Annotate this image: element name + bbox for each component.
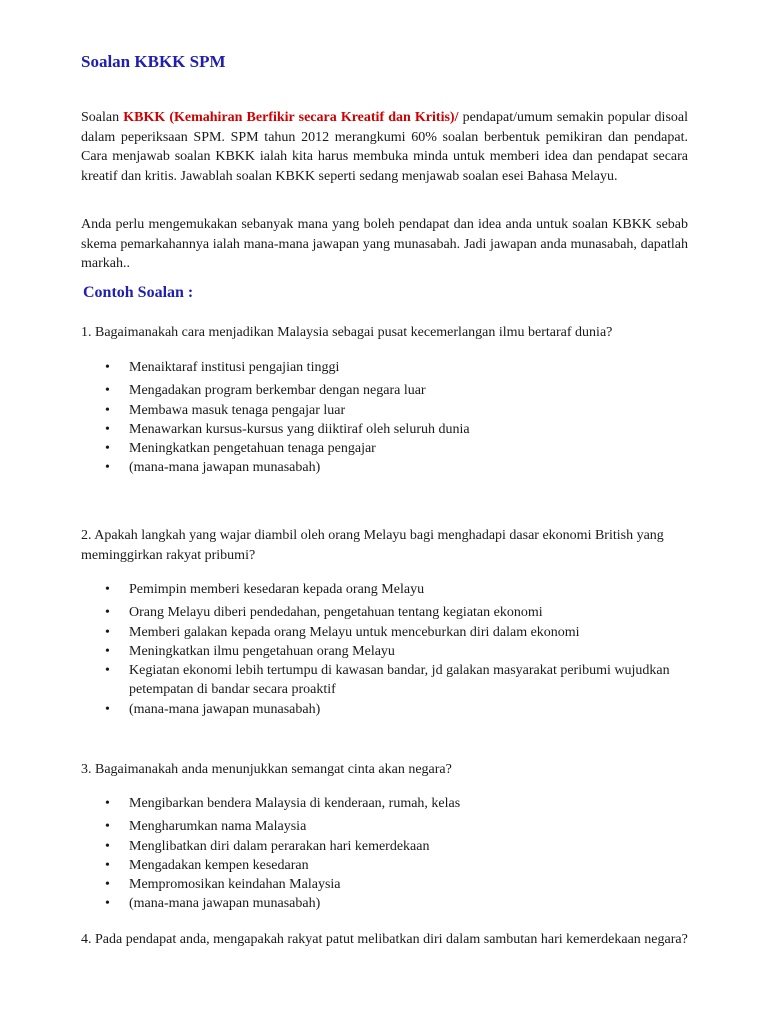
intro-rest: pendapat/umum semakin popular disoal dalam peperiksaan SPM. SPM tahun 2012 merangkumi 60% soalan berbentuk pemikiran dan pendapat. Cara menjawab soalan KBKK ialah kita harus membuka minda untuk memberi idea dan pendapat secara kreatif dan kritis. Jawablah soalan KBKK seperti sedang menjawab soalan esei Bahasa Melayu. (81, 110, 688, 184)
list-item: • Menaiktaraf institusi pengajian tinggi (81, 358, 688, 377)
list-item: • Memberi galakan kepada orang Melayu untuk menceburkan diri dalam ekonomi (81, 623, 688, 642)
kbkk-highlight: KBKK (Kemahiran Berfikir secara Kreatif dan Kritis)/ (123, 110, 459, 125)
question-2: 2. Apakah langkah yang wajar diambil oleh orang Melayu bagi menghadapi dasar ekonomi British yang meminggirkan rakyat pribumi? (81, 528, 664, 563)
answer-list-3 (81, 794, 688, 914)
list-item: • Membawa masuk tenaga pengajar luar (81, 401, 688, 420)
list-item: • Orang Melayu diberi pendedahan, pengetahuan tentang kegiatan ekonomi (81, 603, 688, 622)
intro-paragraph (81, 108, 688, 186)
section-heading: Contoh Soalan : (83, 284, 194, 301)
list-item: • (mana-mana jawapan munasabah) (81, 700, 688, 719)
answer-list-1 (81, 358, 688, 478)
list-item: • Menglibatkan diri dalam perarakan hari kemerdekaan (81, 837, 688, 856)
list-item: • Pemimpin memberi kesedaran kepada orang Melayu (81, 580, 688, 599)
list-item: • Mengadakan program berkembar dengan negara luar (81, 381, 688, 400)
scoring-paragraph: Anda perlu mengemukakan sebanyak mana yang boleh pendapat dan idea anda untuk soalan KBKK sebab skema pemarkahannya ialah mana-mana jawapan yang munasabah. Jadi jawapan anda munasabah, dapatlah markah.. (81, 217, 688, 271)
page-title: Soalan KBKK SPM (81, 52, 226, 71)
list-item: • Meningkatkan ilmu pengetahuan orang Melayu (81, 642, 688, 661)
list-item: • Mempromosikan keindahan Malaysia (81, 875, 688, 894)
answer-list-2 (81, 580, 688, 719)
list-item: • Mengibarkan bendera Malaysia di kenderaan, rumah, kelas (81, 794, 688, 813)
list-item: • (mana-mana jawapan munasabah) (81, 458, 688, 477)
question-3: 3. Bagaimanakah anda menunjukkan semangat cinta akan negara? (81, 762, 452, 777)
question-1: 1. Bagaimanakah cara menjadikan Malaysia sebagai pusat kecemerlangan ilmu bertaraf dunia? (81, 325, 613, 340)
question-4: 4. Pada pendapat anda, mengapakah rakyat patut melibatkan diri dalam sambutan hari kemerdekaan negara? (81, 932, 688, 947)
list-item: • Meningkatkan pengetahuan tenaga pengajar (81, 439, 688, 458)
intro-lead: Soalan (81, 110, 124, 125)
list-item: • Menawarkan kursus-kursus yang diiktiraf oleh seluruh dunia (81, 420, 688, 439)
list-item: • Mengharumkan nama Malaysia (81, 817, 688, 836)
list-item: • Kegiatan ekonomi lebih tertumpu di kawasan bandar, jd galakan masyarakat peribumi wujudkan petempatan di bandar secara proaktif (81, 661, 688, 700)
list-item: • (mana-mana jawapan munasabah) (81, 894, 688, 913)
list-item: • Mengadakan kempen kesedaran (81, 856, 688, 875)
